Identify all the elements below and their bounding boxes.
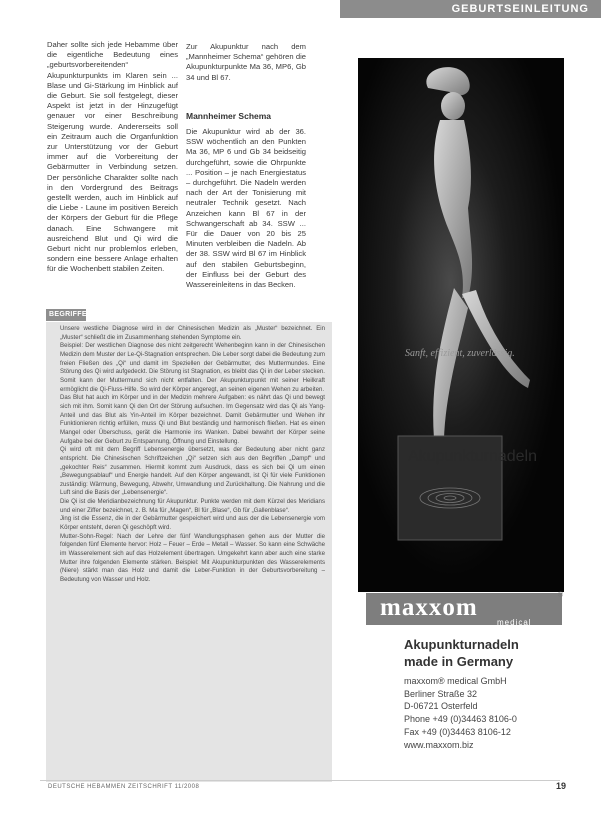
company-city: D-06721 Osterfeld bbox=[404, 701, 478, 712]
registered-mark: ® bbox=[558, 592, 564, 599]
glossary-paragraph: Beispiel: Der westlichen Diagnose des nicht zeitgerecht Wehenbeginn kann in der Chinesischen Medizin dem Muster der Le-Qi-Stagnation entsprechen. Die Leber sorgt dabei die Bedeutung zum freien Fließen des „Qi“ und damit im Speziellen der Gebärmutter, des Muttermundes. Eine Störung des Qi wird aufgedeckt. Die Störung ist Stagnation, es bleibt das Qi in der Leber stecken. Somit kann der Muttermund sich nicht entfalten. Der Akupunkturpunkt mit seiner Heilkraft ermöglicht die Qi-Fluss-Hilfe. So wird der Körper angeregt, an seinen eigenen Wehen zu arbeiten. bbox=[60, 342, 325, 393]
glossary-paragraph: Qi wird oft mit dem Begriff Lebensenergie übersetzt, was der Bedeutung aber nicht ganz entspricht. Die Chinesischen Schriftzeichen „Qi“ setzen sich aus den Begriffen „Dampf“ und „gekochter Reis“ zusammen. Hiermit kommt zum Ausdruck, dass es sich bei Qi um einen „Bewegungsablauf“ und Energie handelt. Auf den Körper angewandt, ist Qi für viele Funktionen zuständig: Wärmung, Bewegung, Abwehr, Umwandlung und Zurückhaltung. Die Nahrung und die Luft sind die Basis der „Lebensenergie“. bbox=[60, 446, 325, 497]
footer-divider bbox=[40, 780, 560, 781]
ad-slogan: Sanft, effizient, zuverlässig. bbox=[405, 348, 515, 359]
company-name: maxxom® medical GmbH bbox=[404, 676, 507, 686]
ad-headline bbox=[404, 636, 519, 670]
section-header-bar bbox=[340, 0, 601, 18]
glossary-paragraph: Unsere westliche Diagnose wird in der Chinesischen Medizin als „Muster“ bezeichnet. Ein „Muster“ schließt die im Zusammenhang stehenden Symptome ein. bbox=[60, 325, 325, 341]
brand-logo-subtitle: medical bbox=[497, 618, 532, 627]
footer-publication: DEUTSCHE HEBAMMEN ZEITSCHRIFT 11/2008 bbox=[48, 784, 200, 790]
dancer-head bbox=[441, 92, 465, 120]
company-address bbox=[404, 675, 517, 751]
company-website[interactable]: www.maxxom.biz bbox=[404, 739, 474, 750]
glossary-tab-label: BEGRIFFE bbox=[49, 311, 87, 318]
article-column-1 bbox=[47, 40, 178, 275]
reference-paragraph: Zur Akupunktur nach dem „Mannheimer Schema“ gehören die Akupunkturpunkte Ma 36, MP6, Gb 34 und Bl 67. bbox=[186, 42, 306, 82]
ad-headline-line-2: made in Germany bbox=[404, 654, 514, 669]
brand-logo: maxxom bbox=[380, 594, 478, 621]
page-number: 19 bbox=[556, 781, 567, 791]
glossary-paragraph: Mutter-Sohn-Regel: Nach der Lehre der fünf Wandlungsphasen gehen aus der Mutter die folgenden fünf Elemente hervor: Holz – Feuer – Erde – Metall – Wasser. So kann eine Schwäche im Wasserelement sich auf das Holzelement übertragen. Umgekehrt kann aber auch eine starke Mutter ihre folgenden Elemente stärken. Beispiel: Mit Akupunkturpunkten des Wasserelements (Niere) stärkt man das Holz und damit die Leber-Funktion in der Geburtsvorbereitung – Bedeutung von Wasser und Holz. bbox=[60, 532, 325, 584]
company-street: Berliner Straße 32 bbox=[404, 688, 478, 699]
section-title: GEBURTSEINLEITUNG bbox=[451, 3, 589, 15]
article-paragraph: Daher sollte sich jede Hebamme über die eigentliche Bedeutung eines „geburtsvorbereitenden“ Akupunkturpunkts im Klaren sein ... Blase und Gi-Stärkung im Hinblick auf die Geburt. Sie soll festgelegt, dieser Aspekt ist jetzt in der Hinzugefügt genauer vor einer Beschreibung Steigerung wurde. Andererseits soll ein Zeitraum auch die Organfunktion zur Unterstützung vor der Geburt immer auf die Vorbereitung der Gebärmutter in Verbindung setzen. Der persönliche Charakter sollte nach in den Vordergrund des Beitrags gestellt werden, auch im Hinblick auf die Liebe - Laune im positiven Bereich der Körpers der Geburt für die Pflege danach. Eine Schwangere mit ausreichend Blut und Qi wird die Geburt nicht nur problemlos erleben, sondern eine bessere Anlage erhalten für die Wochenbett stabilen Zeiten. bbox=[47, 40, 178, 274]
glossary-paragraph: Jing ist die Essenz, die in der Gebärmutter gespeichert wird und aus der die Lebensenergie vom Körper entsteht, deren Qi geschöpft wird. bbox=[60, 515, 325, 532]
company-fax: Fax +49 (0)34463 8106-12 bbox=[404, 726, 511, 737]
ad-headline-line-1: Akupunkturnadeln bbox=[404, 637, 519, 652]
company-phone: Phone +49 (0)34463 8106-0 bbox=[404, 714, 517, 725]
subheading-mannheimer-schema: Mannheimer Schema bbox=[186, 110, 272, 121]
glossary-paragraph: Das Blut hat auch im Körper und in der Medizin mehrere Aufgaben: es nährt das Qi und bewegt sich mit ihm. Somit kann Qi den Ort der Störung aufsuchen. Im Gegensatz wird das Qi als Yang-Anteil und das Blut als Yin-Anteil im Körper bezeichnet. Damit Gebärmutter und Wehen ihr Funktionieren richtig erfüllen, muss Qi und Blut beständig und harmonisch fließen. Hat es einen Mangel oder Überschuss, gerät die Harmonie ins Wanken. Dabei bewahrt der Körper seine Aufgabe bei der Geburt zu Entspannung, Öffnung und Einstellung. bbox=[60, 394, 325, 445]
glossary-tab bbox=[46, 309, 86, 321]
article-column-2 bbox=[186, 42, 306, 290]
product-label: Akupunkturnadeln bbox=[408, 448, 537, 465]
glossary-text bbox=[60, 325, 325, 585]
article-paragraph: Die Akupunktur wird ab der 36. SSW wöchentlich an den Punkten Ma 36, MP 6 und Gb 34 beidseitig durchgeführt, sowie die Ohrpunkte ... Position – je nach Energiestatus – durchgeführt. Die Nadeln werden nach der Art der Tonisierung mit neutraler Technik gesetzt. Nach Anzeichen kann Bl 67 in der Schwangerschaft ab 34. SSW ... Für die Dauer von 20 bis 25 Minuten verbleiben die Nadeln. Ab der 38. SSW wird Bl 67 im Hinblick auf den stabilen Geburtsbeginn, der Einfluss bei der Geburt des Wassereinleitens in das Becken. bbox=[186, 127, 306, 290]
glossary-paragraph: Die Qi ist die Meridianbezeichnung für Akupunktur. Punkte werden mit dem Kürzel des Meridians und einer Ziffer bezeichnet, z. B. Ma für „Magen“, Bl für „Blase“, Gb für „Gallenblase“. bbox=[60, 498, 325, 514]
